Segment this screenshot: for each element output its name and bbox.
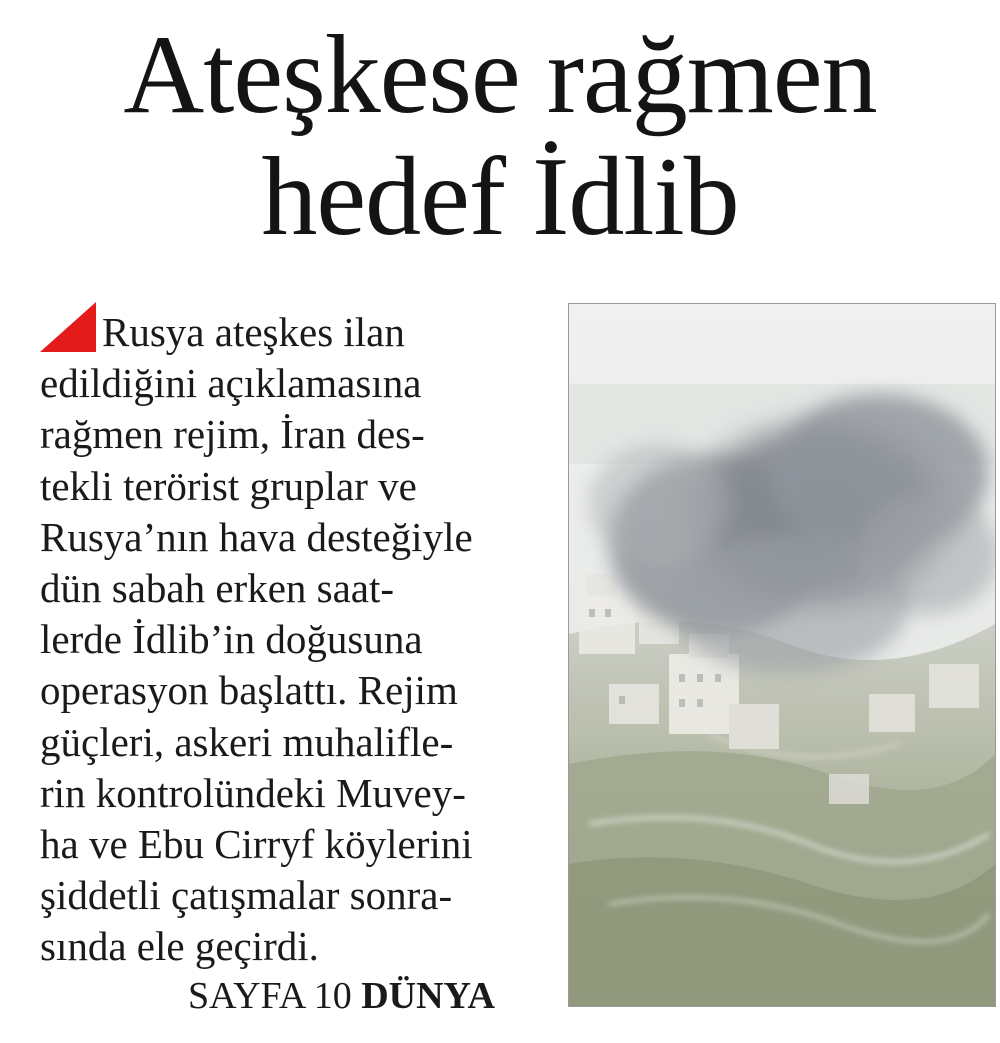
smoke-over-village-image [569, 304, 995, 1006]
article-line: şiddetli çatışmalar sonra- [40, 872, 453, 919]
headline [0, 14, 1000, 258]
article-line [40, 302, 540, 358]
article-line: güçleri, askeri muhalifle- [40, 718, 454, 765]
article-line: lerde İdlib’in doğusuna [40, 616, 423, 663]
section-name: DÜNYA [361, 975, 495, 1017]
article-line: dün sabah erken saat- [40, 565, 395, 612]
article-line: tekli terörist gruplar ve [40, 462, 417, 509]
article-line: operasyon başlattı. Rejim [40, 667, 458, 714]
article-line: Rusya’nın hava desteğiyle [40, 513, 473, 560]
red-triangle-icon [40, 302, 96, 352]
headline-line-2: hedef İdlib [261, 135, 739, 259]
page-reference [188, 974, 495, 1018]
news-photo [568, 303, 996, 1007]
article-line: ha ve Ebu Cirryf köylerini [40, 821, 473, 868]
article-line-text: Rusya ateşkes ilan [102, 309, 405, 355]
article-line: rağmen rejim, İran des- [40, 411, 425, 458]
article-body [40, 302, 540, 973]
article-line: edildiğini açıklamasına [40, 360, 422, 407]
article-line: sında ele geçirdi. [40, 923, 319, 970]
page-number-label: SAYFA 10 [188, 975, 352, 1017]
headline-line-1: Ateşkese rağmen [123, 13, 877, 137]
article-line: rin kontrolündeki Muvey- [40, 769, 466, 816]
